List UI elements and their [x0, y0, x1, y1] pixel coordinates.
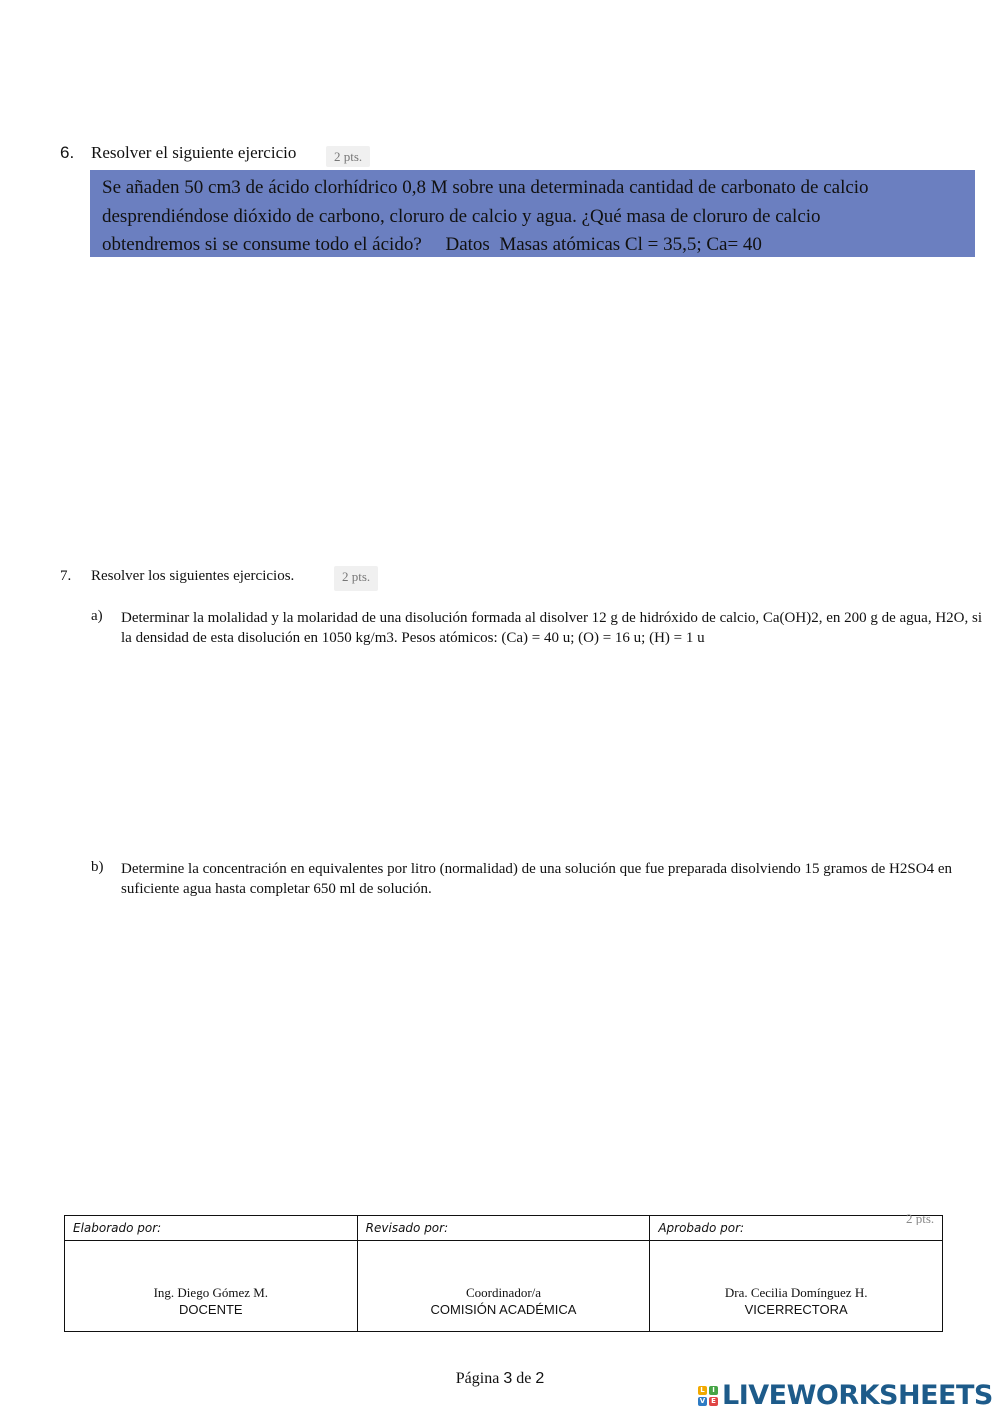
question-6-number: 6. [60, 143, 75, 162]
question-7-number: 7. [60, 568, 72, 584]
question-6-statement [90, 170, 975, 257]
signature-cell-comision [357, 1241, 650, 1332]
question-7a-text: Determinar la molalidad y la molaridad de una disolución formada al disolver 12 g de hidróxido de calcio, Ca(OH)2, en 200 g de agua, H2O, si la densidad de esta disolución en 1050 kg/m3. Pesos atómicos: (Ca) = 40 u; (O) = 16 u; (H) = 1 u [121, 610, 983, 646]
logo-tile-e: E [709, 1397, 718, 1406]
signer-role-docente: DOCENTE [179, 1302, 243, 1317]
page-separator: de [516, 1370, 532, 1387]
question-6-line-3: obtendremos si se consume todo el ácido? Datos Masas atómicas Cl = 35,5; Ca= 40 [102, 234, 762, 255]
page-prefix: Página [455, 1370, 500, 1387]
signer-role-vicerrectora: VICERRECTORA [744, 1302, 848, 1317]
signer-name-docente: Ing. Diego Gómez M. [153, 1285, 269, 1300]
question-6-title: Resolver el siguiente ejercicio [91, 143, 297, 162]
signer-name-vicerrectora: Dra. Cecilia Domínguez H. [724, 1285, 868, 1300]
signature-cell-docente [65, 1241, 358, 1332]
liveworksheets-logo-text: LIVEWORKSHEETS [722, 1380, 993, 1411]
signature-points-overlay: 2 pts. [906, 1211, 935, 1225]
question-6-points-badge: 2 pts. [326, 146, 370, 167]
question-6-line-2: desprendiéndose dióxido de carbono, cloruro de calcio y agua. ¿Qué masa de cloruro de calcio [102, 205, 821, 227]
page-total: 2 [535, 1370, 545, 1387]
signer-role-comision: COMISIÓN ACADÉMICA [430, 1302, 577, 1317]
header-aprobado: Aprobado por: [650, 1216, 943, 1241]
question-7-points-badge: 2 pts. [334, 566, 378, 591]
logo-tile-i: I [709, 1386, 718, 1395]
liveworksheets-logo[interactable] [698, 1380, 993, 1411]
signature-cell-vicerrectora [650, 1241, 943, 1332]
logo-tile-v: V [699, 1396, 706, 1405]
question-7b-text: Determine la concentración en equivalentes por litro (normalidad) de una solución que fue preparada disolviendo 15 gramos de H2SO4 en suficiente agua hasta completar 650 ml de solución. [121, 861, 952, 897]
page-current: 3 [503, 1370, 513, 1387]
signature-header-row [65, 1216, 943, 1241]
signer-name-comision: Coordinador/a [465, 1285, 542, 1300]
header-elaborado: Elaborado por: [65, 1216, 358, 1241]
signature-body-row [65, 1241, 943, 1332]
liveworksheets-logo-icon [698, 1386, 718, 1406]
question-7a-label: a) [91, 608, 103, 624]
question-7b-label: b) [91, 859, 104, 875]
question-6-line-1: Se añaden 50 cm3 de ácido clorhídrico 0,8 M sobre una determinada cantidad de carbonato de calcio [102, 177, 869, 198]
question-7-title: Resolver los siguientes ejercicios. [91, 568, 295, 584]
header-revisado: Revisado por: [357, 1216, 650, 1241]
logo-tile-l: L [698, 1386, 707, 1395]
signature-table [64, 1215, 943, 1332]
